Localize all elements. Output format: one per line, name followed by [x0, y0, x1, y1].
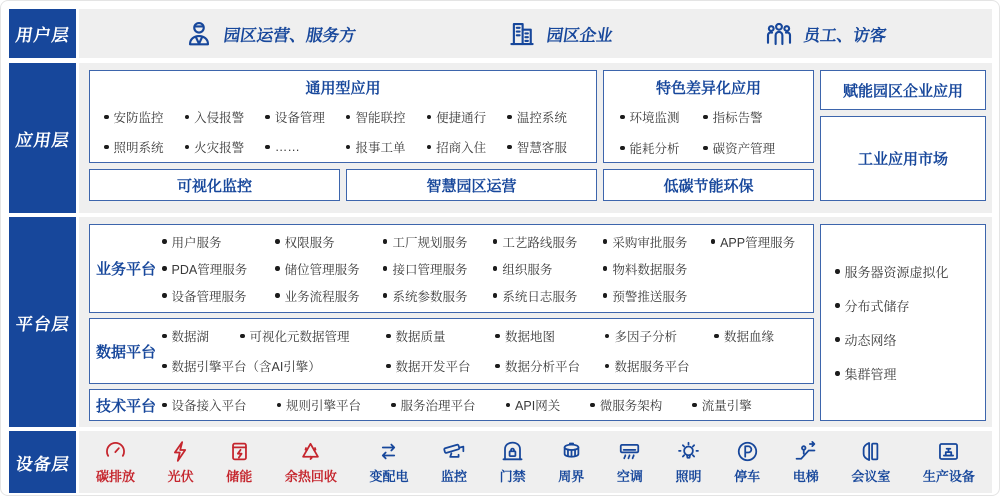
- list-item: [603, 260, 711, 278]
- bullet-icon: [277, 403, 282, 408]
- device-item-power-distribution: [369, 439, 408, 485]
- bullet-icon: [506, 403, 511, 408]
- list-item: [605, 357, 714, 375]
- bullet-icon: [162, 403, 167, 408]
- data-platform-list: [162, 327, 813, 375]
- item-label: 服务器资源虚拟化: [844, 265, 949, 280]
- smart-park-operation-label: 智慧园区运营: [426, 177, 517, 195]
- list-item: [703, 108, 807, 126]
- item-label: 安防监控: [113, 111, 164, 125]
- item-label: 照明系统: [113, 141, 164, 155]
- bullet-icon: [507, 145, 512, 150]
- list-item: [240, 327, 386, 345]
- platform-layer-label: [9, 217, 76, 427]
- bullet-icon: [185, 145, 190, 150]
- swap-arrows-icon: [376, 439, 401, 464]
- device-item-lighting: [675, 439, 701, 485]
- bullet-icon: [507, 115, 512, 120]
- bullet-icon: [603, 239, 608, 244]
- bullet-icon: [603, 266, 608, 271]
- list-item: [493, 287, 603, 305]
- special-apps-list: [604, 98, 813, 157]
- special-apps-title: 特色差异化应用: [655, 80, 761, 97]
- list-item: [495, 327, 604, 345]
- app-right-column: [820, 70, 986, 201]
- list-item: [346, 108, 427, 126]
- item-label: 数据分析平台: [504, 360, 580, 374]
- bullet-icon: [275, 266, 280, 271]
- list-item: [506, 396, 561, 414]
- list-item: [383, 287, 493, 305]
- list-item: [493, 233, 603, 251]
- device-item-surveillance: [441, 439, 467, 485]
- device-item-label: 门禁: [499, 469, 526, 484]
- user-group-operators: [184, 19, 356, 49]
- tech-platform-title: 技术平台: [95, 397, 156, 415]
- bullet-icon: [620, 115, 625, 120]
- device-item-air-conditioning: [617, 439, 643, 485]
- user-group-enterprises: [507, 19, 613, 49]
- platform-layer-band: [9, 217, 992, 427]
- list-item: [383, 260, 493, 278]
- item-label: 智能联控: [355, 111, 406, 125]
- bullet-icon: [104, 145, 109, 150]
- bullet-icon: [495, 334, 500, 339]
- user-group-staff-visitors: [764, 19, 887, 49]
- list-item: [275, 260, 383, 278]
- list-item: [185, 108, 266, 126]
- application-layer-band: [9, 63, 992, 213]
- perimeter-icon: [559, 439, 584, 464]
- list-item: [835, 262, 985, 281]
- list-item: [104, 138, 185, 156]
- bullet-icon: [605, 334, 610, 339]
- item-label: 指标告警: [712, 111, 763, 125]
- item-label: 数据湖: [171, 330, 210, 344]
- cctv-icon: [442, 439, 467, 464]
- bullet-icon: [427, 145, 432, 150]
- item-label: 招商入住: [436, 141, 487, 155]
- list-item: [714, 327, 813, 345]
- device-layer-band: [9, 431, 992, 493]
- general-apps-title: 通用型应用: [305, 80, 381, 97]
- application-layer-label-text: 应用层: [13, 130, 71, 150]
- list-item: [162, 233, 275, 251]
- user-layer-content: [79, 9, 992, 58]
- list-item: [703, 139, 807, 157]
- list-item: [265, 138, 346, 156]
- device-item-label: 空调: [616, 469, 643, 484]
- device-item-photovoltaic: [168, 439, 194, 485]
- bullet-icon: [835, 303, 840, 308]
- bullet-icon: [162, 293, 167, 298]
- low-carbon-label: 低碳节能环保: [663, 177, 754, 195]
- bullet-icon: [265, 115, 270, 120]
- parking-icon: [735, 439, 760, 464]
- list-item: [605, 327, 714, 345]
- bullet-icon: [275, 293, 280, 298]
- device-layer-content: [79, 431, 992, 493]
- item-label: 智慧客服: [516, 141, 567, 155]
- device-layer-label: [9, 431, 76, 493]
- list-item: [265, 108, 346, 126]
- item-label: 接口管理服务: [392, 262, 468, 277]
- bullet-icon: [383, 266, 388, 271]
- visual-monitoring-box: [89, 169, 340, 201]
- item-label: 设备接入平台: [171, 399, 247, 413]
- device-item-energy-storage: [226, 439, 252, 485]
- list-item: [162, 396, 247, 414]
- bullet-icon: [162, 239, 167, 244]
- people-group-icon: [764, 19, 794, 49]
- item-label: 用户服务: [171, 235, 222, 250]
- list-item: [386, 357, 495, 375]
- list-item: [162, 260, 275, 278]
- industrial-app-market-label: 工业应用市场: [857, 151, 948, 168]
- list-item: [386, 327, 495, 345]
- list-item: [275, 233, 383, 251]
- bullet-icon: [386, 364, 391, 369]
- device-item-label: 储能: [226, 469, 253, 484]
- list-item: [277, 396, 362, 414]
- enterprise-building-icon: [507, 19, 537, 49]
- bullet-icon: [711, 239, 716, 244]
- gauge-icon: [103, 439, 128, 464]
- list-item: [835, 364, 985, 383]
- item-label: 集群管理: [844, 367, 897, 382]
- bullet-icon: [835, 337, 840, 342]
- business-platform-list: [162, 233, 813, 305]
- application-layer-label: [9, 63, 76, 213]
- device-item-label: 碳排放: [96, 469, 136, 484]
- item-label: 服务治理平台: [400, 399, 476, 413]
- list-item: [383, 233, 493, 251]
- bullet-icon: [427, 115, 432, 120]
- item-label: API网关: [515, 399, 561, 413]
- bullet-icon: [265, 145, 270, 150]
- list-item: [185, 138, 266, 156]
- tech-platform-list: [162, 396, 813, 414]
- device-item-label: 变配电: [369, 469, 409, 484]
- item-label: 物料数据服务: [612, 262, 688, 277]
- general-apps-box: [89, 70, 597, 163]
- device-item-label: 周界: [558, 469, 585, 484]
- item-label: 系统参数服务: [392, 289, 468, 304]
- bullet-icon: [703, 146, 708, 151]
- list-item: [711, 233, 813, 251]
- meeting-room-icon: [858, 439, 883, 464]
- industrial-app-market-box: [820, 116, 986, 201]
- list-item: [620, 108, 703, 126]
- bullet-icon: [493, 239, 498, 244]
- item-label: 便捷通行: [436, 111, 487, 125]
- item-label: APP管理服务: [720, 235, 796, 250]
- bullet-icon: [692, 403, 697, 408]
- empower-enterprise-apps-label: 赋能园区企业应用: [842, 82, 963, 100]
- item-label: 动态网络: [844, 333, 897, 348]
- user-group-label: 园区企业: [545, 26, 615, 45]
- item-label: 数据服务平台: [614, 360, 690, 374]
- list-item: [162, 327, 240, 345]
- device-item-production-equipment: [923, 439, 975, 485]
- user-layer-label-text: 用户层: [13, 26, 71, 45]
- item-label: 能耗分析: [629, 142, 680, 156]
- device-item-parking: [734, 439, 760, 485]
- device-item-perimeter: [558, 439, 584, 485]
- bullet-icon: [346, 145, 351, 150]
- production-equipment-icon: [936, 439, 961, 464]
- app-special-column: [603, 70, 814, 201]
- device-item-label: 照明: [675, 469, 702, 484]
- bullet-icon: [391, 403, 396, 408]
- user-layer-label: [9, 9, 76, 58]
- business-platform-title: 业务平台: [95, 261, 156, 278]
- device-item-label: 光伏: [167, 469, 194, 484]
- item-label: 报事工单: [355, 141, 406, 155]
- tech-platform-box: [89, 389, 814, 421]
- bullet-icon: [620, 146, 625, 151]
- lightning-icon: [168, 439, 193, 464]
- list-item: [427, 138, 508, 156]
- bullet-icon: [714, 334, 719, 339]
- device-item-label: 余热回收: [284, 469, 337, 484]
- bullet-icon: [605, 364, 610, 369]
- list-item: [493, 260, 603, 278]
- bullet-icon: [185, 115, 190, 120]
- platform-layer-label-text: 平台层: [13, 314, 71, 334]
- list-item: [603, 233, 711, 251]
- item-label: 环境监测: [629, 111, 680, 125]
- item-label: 多因子分析: [614, 330, 677, 344]
- item-label: 工厂规划服务: [392, 235, 468, 250]
- operator-person-icon: [184, 19, 214, 49]
- app-bottom-row: [89, 169, 597, 201]
- device-item-label: 会议室: [851, 469, 891, 484]
- item-label: PDA管理服务: [171, 262, 248, 277]
- item-label: 规则引擎平台: [286, 399, 362, 413]
- bullet-icon: [835, 371, 840, 376]
- item-label: ……: [274, 140, 300, 154]
- item-label: 微服务架构: [599, 399, 663, 413]
- item-label: 组织服务: [502, 262, 553, 277]
- device-layer-label-text: 设备层: [13, 454, 71, 474]
- bullet-icon: [703, 115, 708, 120]
- list-item: [590, 396, 662, 414]
- list-item-empty: [711, 287, 813, 305]
- device-item-label: 监控: [441, 469, 468, 484]
- battery-storage-icon: [227, 439, 252, 464]
- bullet-icon: [590, 403, 595, 408]
- empower-enterprise-apps-box: [820, 70, 986, 110]
- list-item: [162, 287, 275, 305]
- app-general-column: [89, 70, 597, 201]
- bullet-icon: [104, 115, 109, 120]
- device-item-carbon-emission: [96, 439, 135, 485]
- business-platform-box: [89, 224, 814, 313]
- list-item: [507, 138, 588, 156]
- item-label: 设备管理: [274, 111, 325, 125]
- user-layer-band: [9, 9, 992, 58]
- visual-monitoring-label: 可视化监控: [176, 177, 252, 195]
- device-item-waste-heat-recovery: [285, 439, 337, 485]
- list-item-empty: [714, 357, 813, 375]
- air-conditioner-icon: [617, 439, 642, 464]
- bullet-icon: [240, 334, 245, 339]
- device-item-access-control: [500, 439, 526, 485]
- device-item-label: 停车: [734, 469, 761, 484]
- list-item: [603, 287, 711, 305]
- device-item-elevator: [793, 439, 819, 485]
- item-label: 碳资产管理: [712, 142, 776, 156]
- item-label: 数据血缘: [723, 330, 774, 344]
- device-item-label: 电梯: [792, 469, 819, 484]
- user-group-label: 员工、访客: [802, 26, 888, 45]
- bullet-icon: [386, 334, 391, 339]
- item-label: 工艺路线服务: [502, 235, 578, 250]
- list-item: [507, 108, 588, 126]
- item-label: 业务流程服务: [284, 289, 360, 304]
- special-apps-box: [603, 70, 814, 163]
- bullet-icon: [162, 334, 167, 339]
- list-item-empty: [711, 260, 813, 278]
- platform-layer-content: [79, 217, 992, 427]
- item-label: 数据开发平台: [395, 360, 471, 374]
- list-item: [346, 138, 427, 156]
- platform-left-column: [89, 224, 814, 421]
- bullet-icon: [603, 293, 608, 298]
- item-label: 分布式储存: [844, 299, 910, 314]
- item-label: 数据引擎平台（含AI引擎）: [171, 360, 321, 374]
- escalator-icon: [793, 439, 818, 464]
- list-item: [162, 357, 386, 375]
- bullet-icon: [162, 266, 167, 271]
- bullet-icon: [346, 115, 351, 120]
- item-label: 入侵报警: [194, 111, 245, 125]
- list-item: [427, 108, 508, 126]
- light-bulb-icon: [676, 439, 701, 464]
- list-item: [692, 396, 752, 414]
- bullet-icon: [835, 269, 840, 274]
- bullet-icon: [495, 364, 500, 369]
- list-item: [495, 357, 604, 375]
- infrastructure-box: [820, 224, 986, 421]
- general-apps-list: [90, 98, 596, 156]
- list-item: [391, 396, 476, 414]
- item-label: 系统日志服务: [502, 289, 578, 304]
- item-label: 预警推送服务: [612, 289, 688, 304]
- bullet-icon: [383, 239, 388, 244]
- door-lock-icon: [500, 439, 525, 464]
- list-item: [275, 287, 383, 305]
- item-label: 数据地图: [504, 330, 555, 344]
- bullet-icon: [493, 293, 498, 298]
- data-platform-title: 数据平台: [95, 343, 156, 361]
- recycle-icon: [298, 439, 323, 464]
- item-label: 储位管理服务: [284, 262, 360, 277]
- item-label: 可视化元数据管理: [249, 330, 350, 344]
- application-layer-content: [79, 63, 992, 213]
- item-label: 流量引擎: [701, 399, 752, 413]
- bullet-icon: [162, 364, 167, 369]
- smart-park-operation-box: [346, 169, 597, 201]
- item-label: 设备管理服务: [171, 289, 247, 304]
- item-label: 采购审批服务: [612, 235, 688, 250]
- item-label: 数据质量: [395, 330, 446, 344]
- list-item: [620, 139, 703, 157]
- device-item-meeting-room: [851, 439, 890, 485]
- list-item: [835, 330, 985, 349]
- list-item: [104, 108, 185, 126]
- item-label: 权限服务: [284, 235, 335, 250]
- list-item: [835, 296, 985, 315]
- bullet-icon: [275, 239, 280, 244]
- bullet-icon: [383, 293, 388, 298]
- low-carbon-box: [603, 169, 814, 201]
- item-label: 温控系统: [516, 111, 567, 125]
- data-platform-box: [89, 318, 814, 384]
- item-label: 火灾报警: [194, 141, 245, 155]
- device-item-label: 生产设备: [922, 469, 975, 484]
- user-group-label: 园区运营、服务方: [222, 26, 358, 45]
- bullet-icon: [493, 266, 498, 271]
